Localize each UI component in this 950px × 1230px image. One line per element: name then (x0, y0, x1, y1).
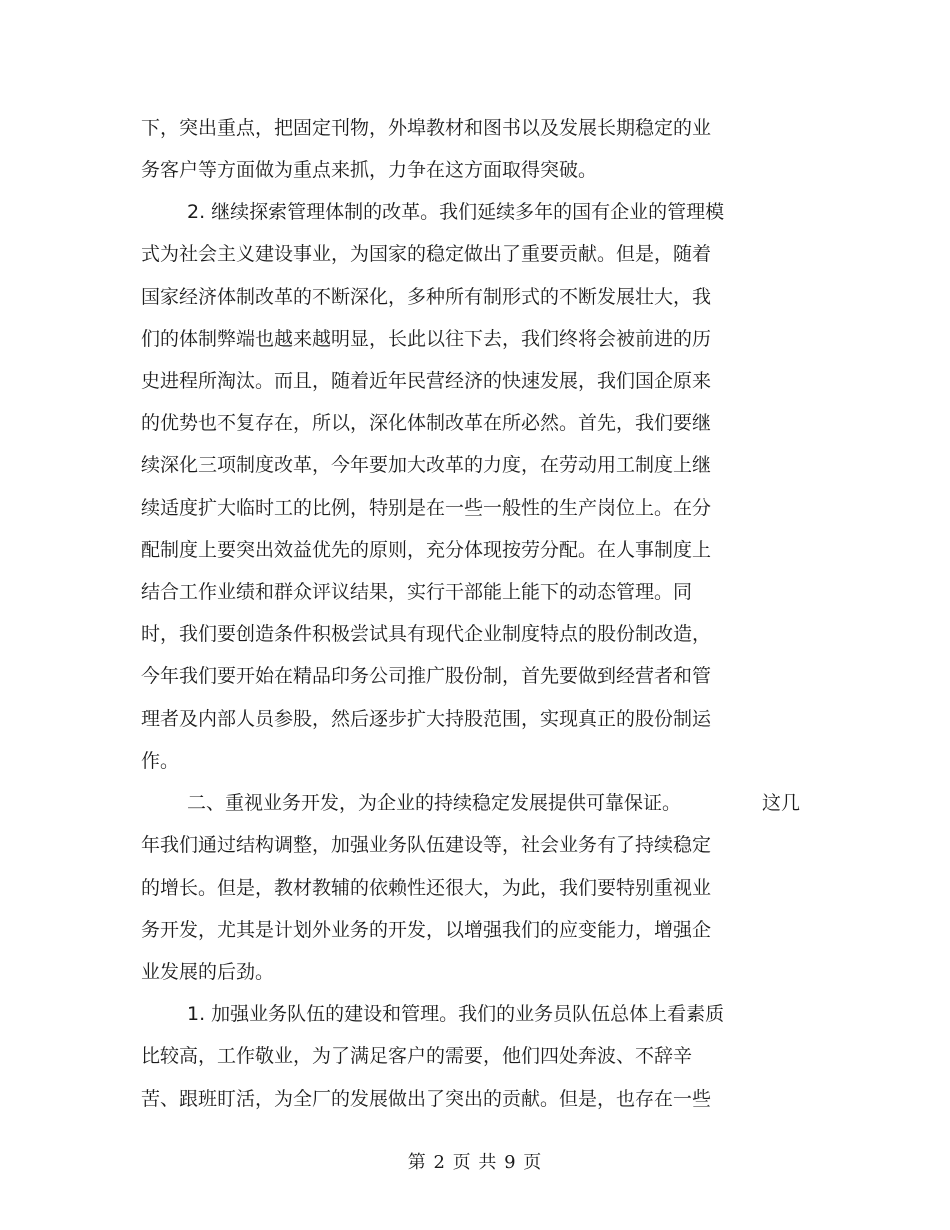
text-line: 的优势也不复存在，所以，深化体制改革在所必然。首先，我们要继 (141, 412, 712, 434)
text-line: 续深化三项制度改革，今年要加大改革的力度，在劳动用工制度上继 (141, 454, 712, 476)
text-line: 苦、跟班盯活，为全厂的发展做出了突出的贡献。但是，也存在一些 (141, 1088, 712, 1110)
text-line: 配制度上要突出效益优先的原则，充分体现按劳分配。在人事制度上 (141, 539, 712, 561)
text-line: 国家经济体制改革的不断深化，多种所有制形式的不断发展壮大，我 (141, 286, 712, 308)
text-line: 的增长。但是，教材教辅的依赖性还很大，为此，我们要特别重视业 (141, 877, 712, 899)
section-heading: 二、重视业务开发，为企业的持续稳定发展提供可靠保证。 (187, 792, 682, 814)
text-line: 们的体制弊端也越来越明显，长此以往下去，我们终将会被前进的历 (141, 328, 712, 350)
text-line: 理者及内部人员参股，然后逐步扩大持股范围，实现真正的股份制运 (141, 708, 712, 730)
text-line: 时，我们要创造条件积极尝试具有现代企业制度特点的股份制改造， (141, 623, 712, 645)
text-line: 史进程所淘汰。而且，随着近年民营经济的快速发展，我们国企原来 (141, 370, 712, 392)
text-line: 2. 继续探索管理体制的改革。我们延续多年的国有企业的管理模 (187, 201, 725, 223)
text-line: 这几 (762, 792, 801, 814)
text-line: 作。 (141, 750, 180, 772)
text-line: 今年我们要开始在精品印务公司推广股份制，首先要做到经营者和管 (141, 665, 712, 687)
text-line: 业发展的后劲。 (141, 961, 275, 983)
text-line: 下，突出重点，把固定刊物，外埠教材和图书以及发展长期稳定的业 (141, 117, 712, 139)
text-line: 式为社会主义建设事业，为国家的稳定做出了重要贡献。但是，随着 (141, 243, 712, 265)
text-line: 续适度扩大临时工的比例，特别是在一些一般性的生产岗位上。在分 (141, 497, 712, 519)
text-line: 务客户等方面做为重点来抓，力争在这方面取得突破。 (141, 159, 598, 181)
text-line: 1. 加强业务队伍的建设和管理。我们的业务员队伍总体上看素质 (187, 1003, 725, 1025)
text-line: 年我们通过结构调整，加强业务队伍建设等，社会业务有了持续稳定 (141, 834, 712, 856)
text-line: 务开发，尤其是计划外业务的开发，以增强我们的应变能力，增强企 (141, 919, 712, 941)
page-number-footer: 第 2 页 共 9 页 (407, 1152, 543, 1173)
text-line: 比较高，工作敬业，为了满足客户的需要，他们四处奔波、不辞辛 (141, 1045, 693, 1067)
text-line: 结合工作业绩和群众评议结果，实行干部能上能下的动态管理。同 (141, 581, 693, 603)
